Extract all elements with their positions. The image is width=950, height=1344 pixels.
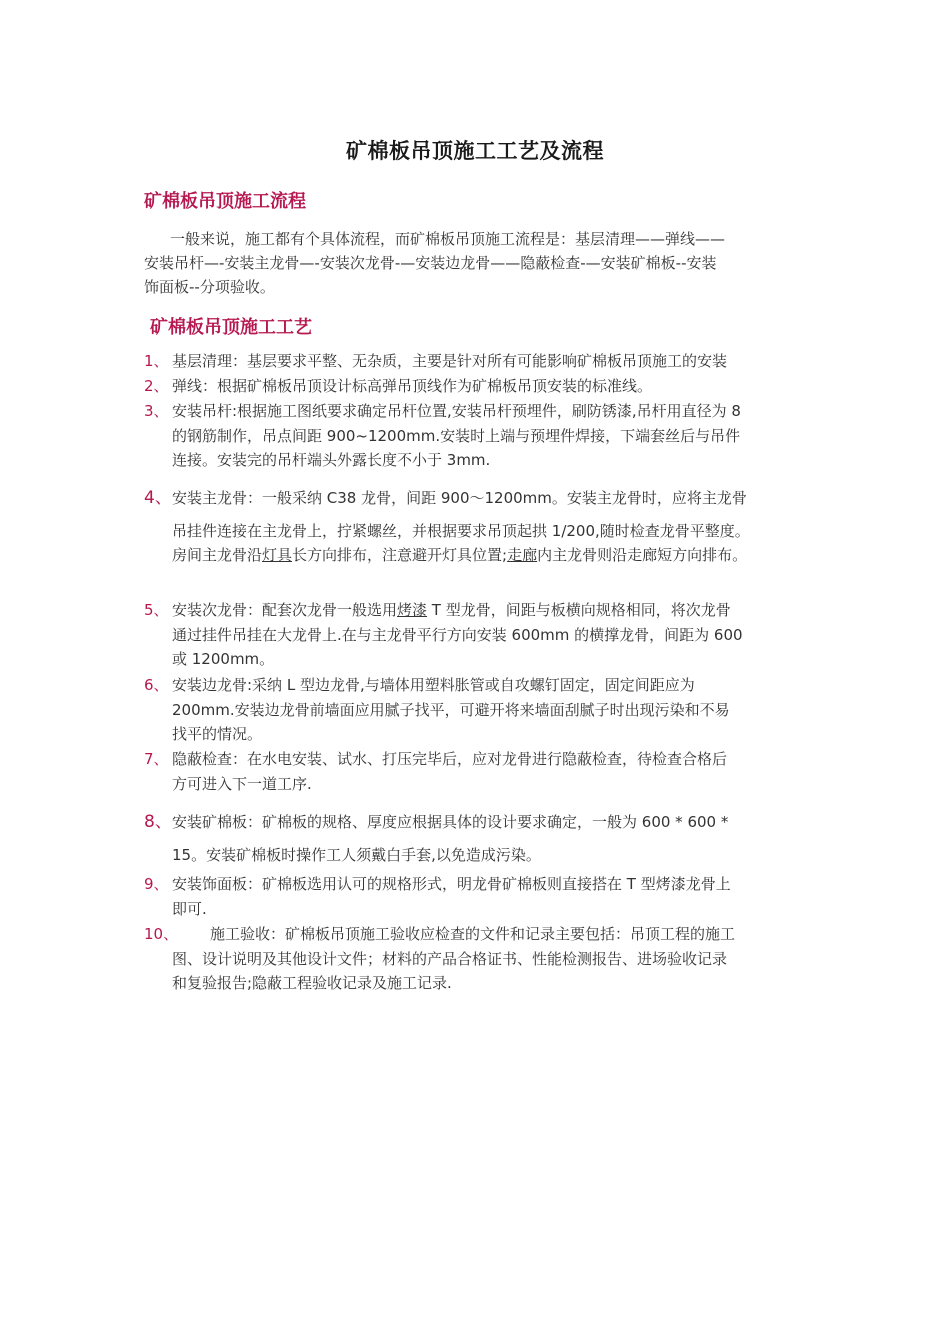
underlined-term: 走廊 xyxy=(507,546,538,564)
step-number: 5、 xyxy=(144,601,169,619)
step-line: 安装矿棉板：矿棉板的规格、厚度应根据具体的设计要求确定，一般为 600 * 600 * xyxy=(172,813,729,831)
step-line: 图、设计说明及其他设计文件；材料的产品合格证书、性能检测报告、进场验收记录 xyxy=(172,949,728,968)
step-number: 6、 xyxy=(144,676,169,694)
step-number: 3、 xyxy=(144,402,169,420)
step-line: 或 1200mm。 xyxy=(172,650,275,668)
step-text: 房间主龙骨沿 xyxy=(172,546,263,564)
step-line: 安装吊杆:根据施工图纸要求确定吊杆位置,安装吊杆预埋件，刷防锈漆,吊杆用直径为 8 xyxy=(172,402,741,420)
section-heading-craft: 矿棉板吊顶施工工艺 xyxy=(150,317,312,338)
step-text: 长方向排布，注意避开灯具位置; xyxy=(292,546,508,564)
step-line: 弹线：根据矿棉板吊顶设计标高弹吊顶线作为矿棉板吊顶安装的标准线。 xyxy=(172,377,653,395)
step-line: 通过挂件吊挂在大龙骨上.在与主龙骨平行方向安装 600mm 的横撑龙骨，间距为 600 xyxy=(172,625,743,644)
step-line: 安装主龙骨：一般采纳 C38 龙骨，间距 900～1200mm。安装主龙骨时，应将主龙骨 xyxy=(172,489,747,507)
step-number: 10、 xyxy=(144,925,179,943)
list-item xyxy=(144,810,824,867)
step-line: 的钢筋制作，吊点间距 900~1200mm.安装时上端与预埋件焊接，下端套丝后与吊件 xyxy=(172,426,741,445)
list-item xyxy=(144,399,824,473)
step-number: 9、 xyxy=(144,875,169,893)
step-text: 内主龙骨则沿走廊短方向排布。 xyxy=(537,546,748,564)
underlined-term: 灯具 xyxy=(262,546,293,564)
step-line: 15。安装矿棉板时操作工人须戴白手套,以免造成污染。 xyxy=(172,845,541,864)
step-number: 7、 xyxy=(144,750,169,768)
flow-line: 安装吊杆—-安装主龙骨—-安装次龙骨-—安装边龙骨——隐蔽检查-—安装矿棉板--安装 xyxy=(144,254,717,272)
flow-line: 一般来说，施工都有个具体流程，而矿棉板吊顶施工流程是：基层清理——弹线—— xyxy=(170,230,726,248)
page-title: 矿棉板吊顶施工工艺及流程 xyxy=(346,139,604,163)
step-number: 4、 xyxy=(144,488,172,508)
list-item xyxy=(144,486,824,568)
step-line: 连接。安装完的吊杆端头外露长度不小于 3mm. xyxy=(172,451,491,469)
step-line: 即可. xyxy=(172,899,207,918)
step-line: 和复验报告;隐蔽工程验收记录及施工记录. xyxy=(172,974,452,992)
step-line: 隐蔽检查：在水电安装、试水、打压完毕后，应对龙骨进行隐蔽检查，待检查合格后 xyxy=(172,750,728,768)
list-item xyxy=(144,922,824,996)
step-line: 基层清理：基层要求平整、无杂质，主要是针对所有可能影响矿棉板吊顶施工的安装 xyxy=(172,352,728,370)
list-item xyxy=(144,747,824,796)
list-item xyxy=(144,872,824,921)
step-line xyxy=(144,598,824,623)
step-line: 安装饰面板：矿棉板选用认可的规格形式，明龙骨矿棉板则直接搭在 T 型烤漆龙骨上 xyxy=(172,875,731,893)
step-line: 施工验收：矿棉板吊顶施工验收应检查的文件和记录主要包括：吊顶工程的施工 xyxy=(210,925,736,943)
step-line: 200mm.安装边龙骨前墙面应用腻子找平，可避开将来墙面刮腻子时出现污染和不易 xyxy=(172,700,730,719)
step-line: 吊挂件连接在主龙骨上，拧紧螺丝，并根据要求吊顶起拱 1/200,随时检查龙骨平整度。 xyxy=(172,521,750,540)
step-number: 2、 xyxy=(144,377,169,395)
step-number: 1、 xyxy=(144,352,169,370)
step-line: 安装边龙骨:采纳 L 型边龙骨,与墙体用塑料胀管或自攻螺钉固定，固定间距应为 xyxy=(172,676,695,694)
step-line: 方可进入下一道工序. xyxy=(172,774,312,793)
step-text: T 型龙骨，间距与板横向规格相同，将次龙骨 xyxy=(427,601,731,619)
list-item xyxy=(144,598,824,672)
step-line xyxy=(144,543,824,568)
flow-paragraph xyxy=(144,227,814,299)
step-number: 8、 xyxy=(144,812,172,832)
step-line: 找平的情况。 xyxy=(172,725,263,743)
list-item xyxy=(144,349,824,374)
underlined-term: 烤漆 xyxy=(397,601,428,619)
list-item xyxy=(144,673,824,747)
step-text: 安装次龙骨：配套次龙骨一般选用 xyxy=(172,601,398,619)
list-item xyxy=(144,374,824,399)
section-heading-flow: 矿棉板吊顶施工流程 xyxy=(144,191,306,212)
flow-line: 饰面板--分项验收。 xyxy=(144,278,275,296)
